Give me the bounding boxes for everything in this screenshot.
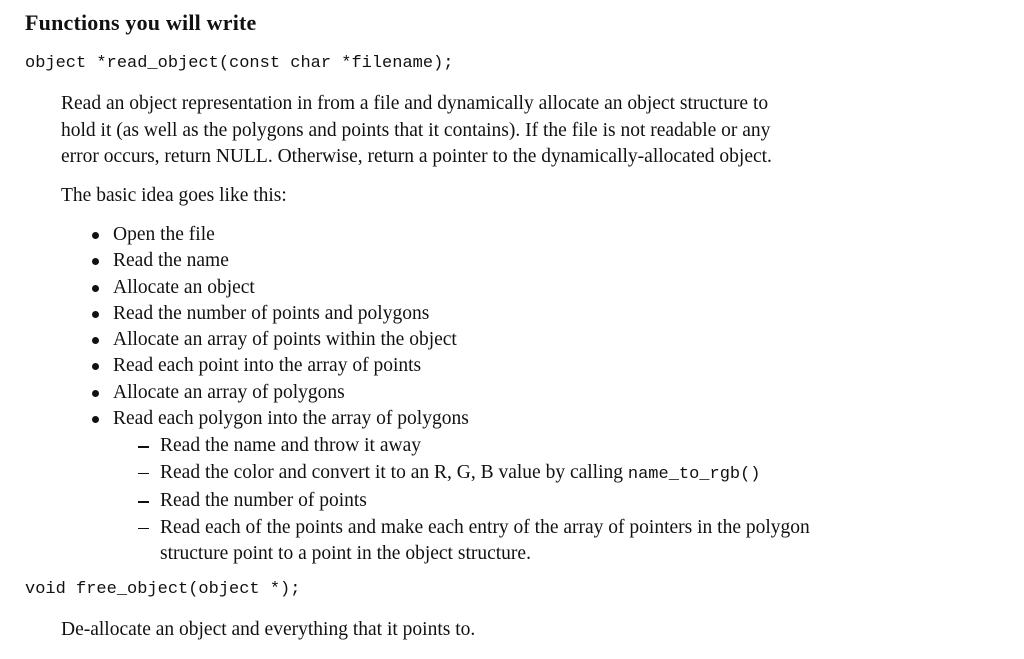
step-text: Allocate an object (113, 276, 255, 298)
bullet-icon (92, 232, 99, 239)
step-item (91, 406, 469, 432)
polygon-substeps-list (136, 433, 810, 568)
step-item (91, 248, 469, 274)
bullet-icon (92, 363, 99, 370)
description-line: Read an object representation in from a file and dynamically allocate an object structure to (61, 93, 769, 114)
step-text: Read the number of points and polygons (113, 302, 430, 324)
steps-list (91, 222, 469, 432)
substep-item (136, 515, 810, 568)
step-text: Allocate an array of points within the object (113, 329, 457, 351)
dash-icon (138, 446, 149, 448)
step-text: Read each polygon into the array of polygons (113, 408, 469, 430)
step-item (91, 327, 469, 353)
bullet-icon (92, 390, 99, 397)
bullet-icon (92, 311, 99, 318)
description-line: hold it (as well as the polygons and points that it contains). If the file is not readable or any (61, 119, 771, 141)
substep-text: Read the number of points (160, 490, 367, 511)
step-text: Read the name (113, 250, 229, 272)
read-object-signature: object *read_object(const char *filename); (25, 54, 454, 73)
substep-text: Read each of the points and make each entry of the array of pointers in the polygon (160, 516, 810, 538)
dash-icon (138, 528, 149, 530)
free-object-description: De-allocate an object and everything that it points to. (61, 619, 476, 640)
step-item (91, 275, 469, 301)
step-text: Allocate an array of polygons (113, 381, 345, 403)
name-to-rgb-code: name_to_rgb() (627, 464, 761, 484)
bullet-icon (92, 416, 99, 423)
step-item (91, 380, 469, 406)
substep-item (136, 460, 810, 489)
step-item (91, 301, 469, 327)
description-line: error occurs, return NULL. Otherwise, return a pointer to the dynamically-allocated object. (61, 146, 772, 167)
substep-item (136, 433, 810, 460)
step-text: Open the file (113, 224, 215, 245)
step-item (91, 222, 469, 248)
substep-text: structure point to a point in the object structure. (160, 543, 531, 564)
steps-intro: The basic idea goes like this: (61, 185, 287, 206)
bullet-icon (92, 258, 99, 265)
bullet-icon (92, 337, 99, 344)
step-item (91, 353, 469, 379)
substep-text: Read the color and convert it to an R, G, B value by calling (160, 461, 628, 483)
step-text: Read each point into the array of points (113, 355, 422, 377)
section-heading: Functions you will write (25, 10, 257, 35)
free-object-signature: void free_object(object *); (25, 580, 301, 599)
dash-icon (138, 501, 149, 503)
substep-text: Read the name and throw it away (160, 435, 421, 456)
substep-item (136, 488, 810, 515)
dash-icon (138, 473, 149, 475)
bullet-icon (92, 285, 99, 292)
read-object-description (61, 91, 772, 171)
